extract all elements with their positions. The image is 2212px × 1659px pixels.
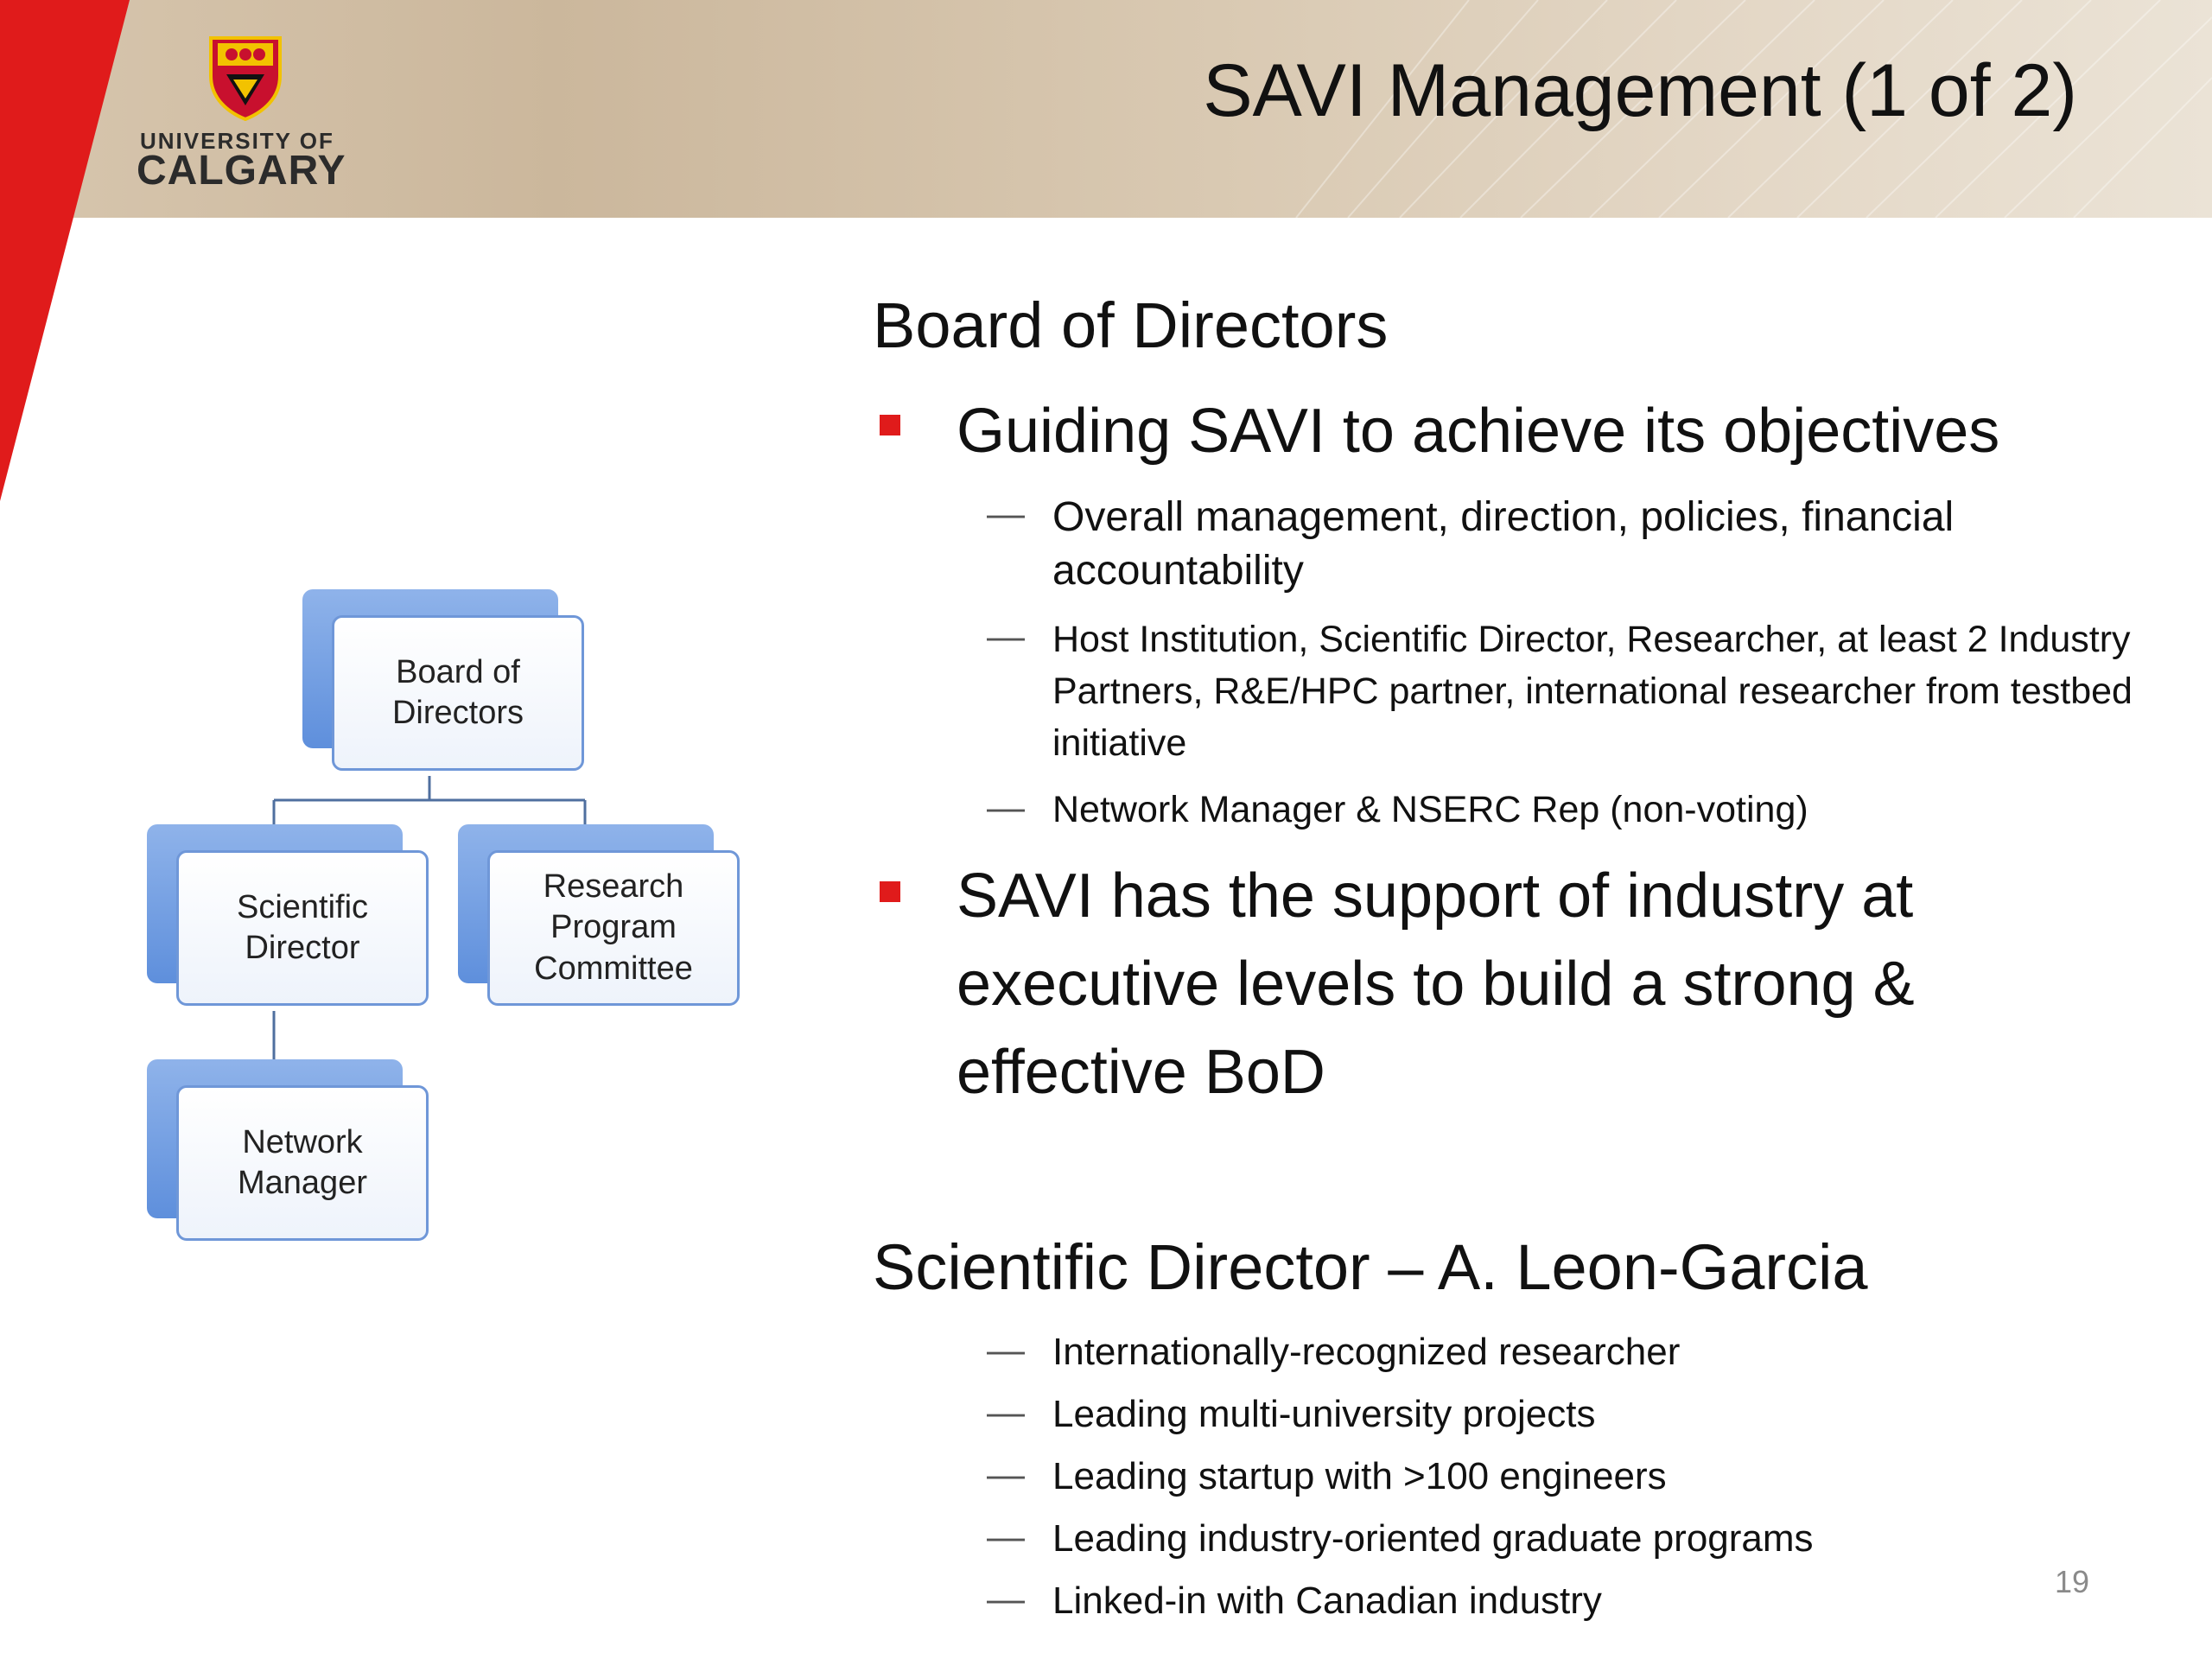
slide-title: SAVI Management (1 of 2) (1203, 49, 2077, 132)
university-crest-icon (206, 31, 285, 121)
subitem-overall-management: Overall management, direction, policies, financial accountability (1052, 494, 1955, 594)
org-node-scientific-director[interactable] (147, 824, 432, 988)
dash-bullet-icon: — (987, 493, 1025, 535)
logo-text-university-of: UNIVERSITY OF (140, 128, 334, 154)
dash-bullet-icon: — (987, 615, 1025, 658)
dash-bullet-icon: — (987, 1329, 1025, 1371)
bullet-savi-industry-support: SAVI has the support of industry at executive levels to build a strong & effective BoD (957, 861, 1915, 1107)
subitem-leading-startup: Leading startup with >100 engineers (1052, 1455, 1667, 1497)
org-node-label: Research Program Committee (487, 850, 740, 1006)
org-node-research-program-committee[interactable] (458, 824, 743, 988)
org-chart (138, 579, 760, 1270)
dash-bullet-icon: — (987, 1391, 1025, 1433)
logo-text-calgary: CALGARY (137, 148, 346, 194)
dash-bullet-icon: — (987, 1516, 1025, 1558)
bullet-guiding-savi: Guiding SAVI to achieve its objectives (957, 397, 2000, 466)
red-square-bullet-icon (880, 881, 900, 902)
subitem-graduate-programs: Leading industry-oriented graduate programs (1052, 1517, 1814, 1560)
subitem-host-institution: Host Institution, Scientific Director, Researcher, at least 2 Industry Partners, R&E/HPC partner, international researcher from testbed initiative (1052, 619, 2133, 764)
section-heading-board: Board of Directors (873, 289, 1389, 361)
subitem-network-manager-nserc: Network Manager & NSERC Rep (non-voting) (1052, 789, 1808, 830)
university-logo (137, 31, 361, 195)
dash-bullet-icon: — (987, 1453, 1025, 1496)
red-square-bullet-icon (880, 415, 900, 435)
subitem-internationally-recognized: Internationally-recognized researcher (1052, 1331, 1681, 1373)
org-node-board-of-directors[interactable] (302, 589, 588, 753)
red-accent-wedge (0, 0, 138, 518)
org-node-label: Board of Directors (332, 615, 584, 771)
dash-bullet-icon: — (987, 1578, 1025, 1620)
dash-bullet-icon: — (987, 786, 1025, 829)
org-node-network-manager[interactable] (147, 1059, 432, 1224)
subitem-multi-university: Leading multi-university projects (1052, 1393, 1596, 1435)
section-heading-scientific-director: Scientific Director – A. Leon-Garcia (873, 1231, 1868, 1303)
subitem-canadian-industry: Linked-in with Canadian industry (1052, 1580, 1602, 1622)
org-node-label: Network Manager (176, 1085, 429, 1241)
org-node-label: Scientific Director (176, 850, 429, 1006)
page-number: 19 (2055, 1564, 2090, 1599)
